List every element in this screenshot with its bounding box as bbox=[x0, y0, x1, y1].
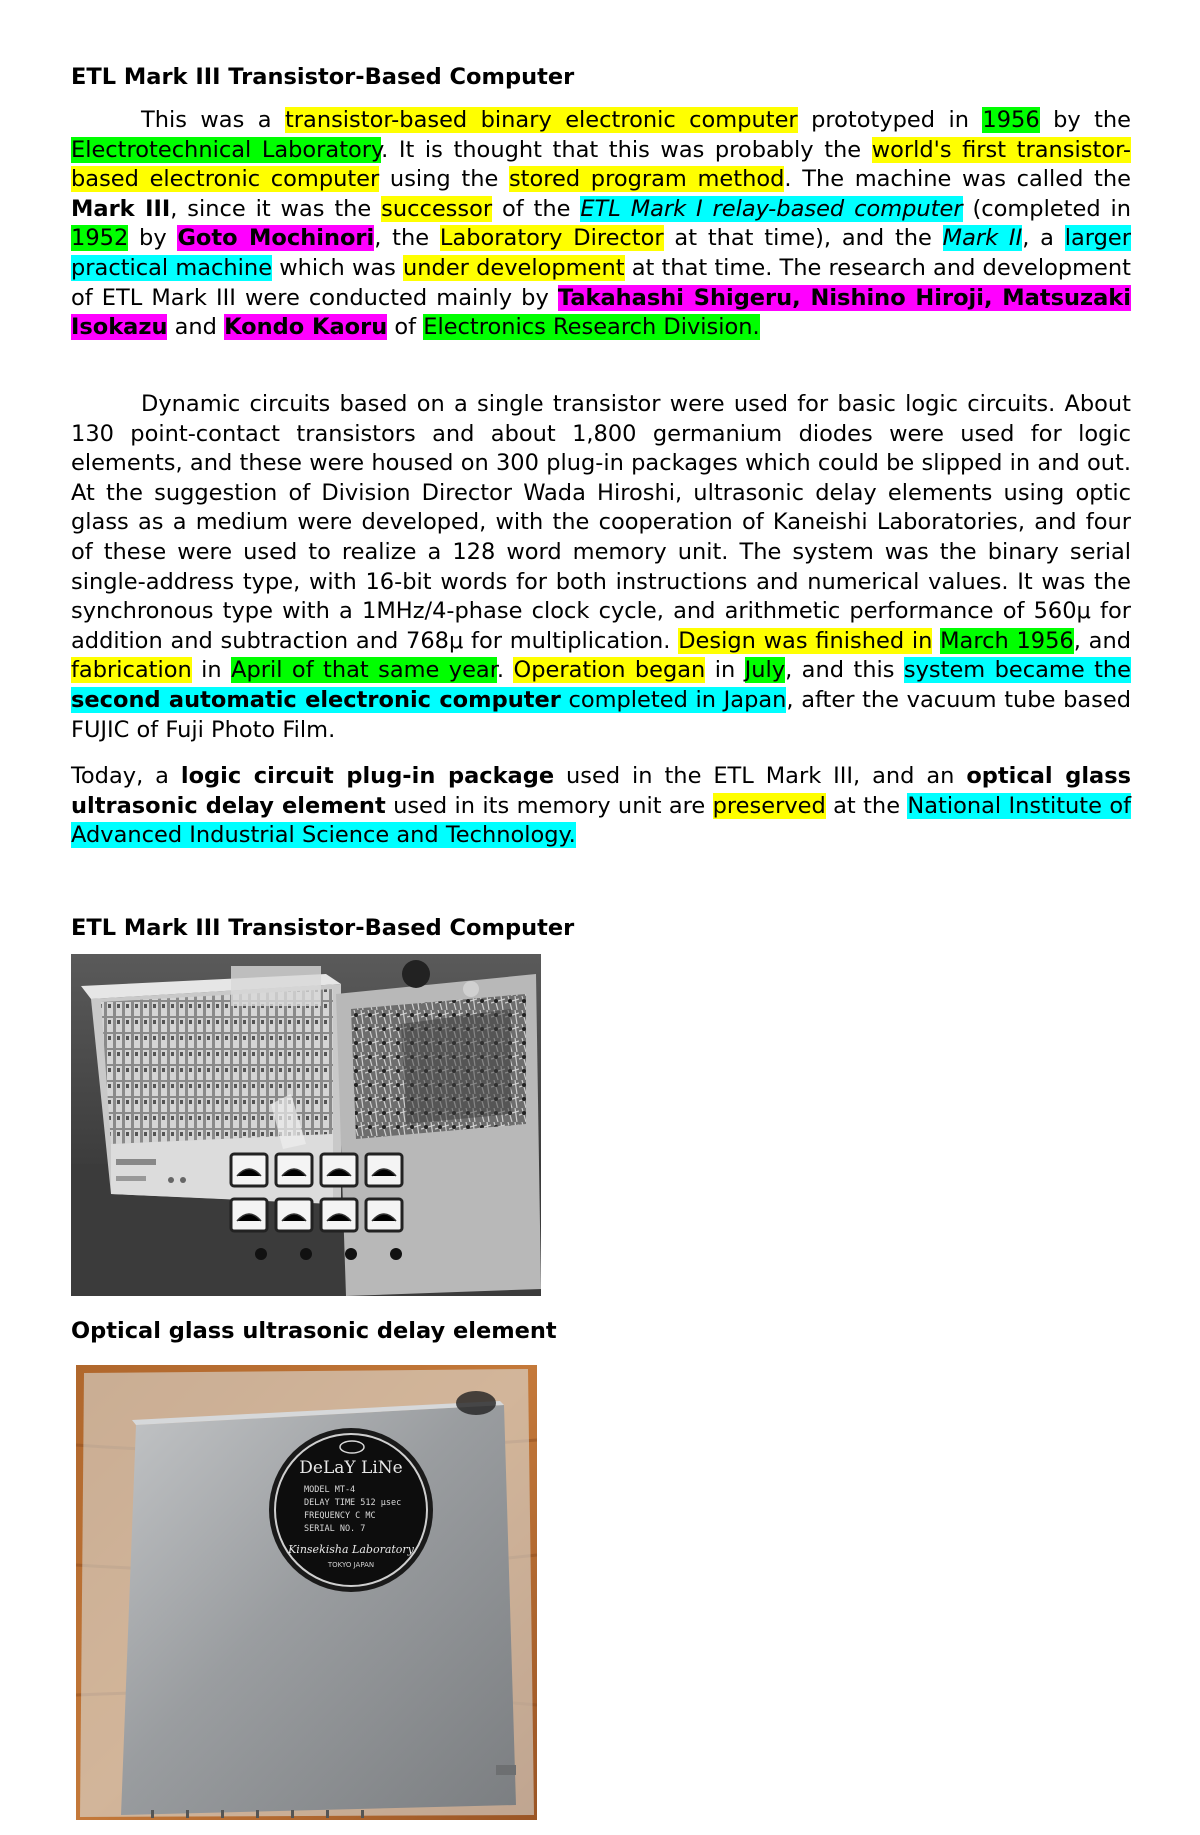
label-maker: Kinsekisha Laboratory bbox=[288, 1543, 414, 1556]
label-city: TOKYO JAPAN bbox=[327, 1561, 375, 1569]
highlighted-text: National Institute of Advanced Industrial Science and Technology. bbox=[71, 792, 1132, 849]
highlighted-text: stored program method bbox=[508, 166, 785, 193]
highlighted-text: Electrotechnical Laboratory bbox=[71, 136, 382, 163]
highlighted-text: 1956 bbox=[982, 107, 1040, 133]
label-model: MODEL MT-4 bbox=[304, 1485, 356, 1495]
text-run: Dynamic circuits based on a single transistor were used for basic logic circuits. About 130 point-contact transistors and about 1,800 germanium diodes were used for logic elements, and these were housed on 300 plug-in packages which could be slipped in and out. At the suggestion of Division Director Wada Hiroshi, ultrasonic delay elements using optic glass as a medium were developed, with the cooperation of Kaneishi Laboratories, and four of these were used to realize a 128 word memory unit. The system was the binary serial single-address type, with 16-bit words for both instructions and numerical values. It was the synchronous type with a 1MHz/4-phase clock cycle, and arithmetic performance of 560μ for addition and subtraction and 768μ for multiplication. bbox=[71, 391, 1131, 654]
text-run: Mark III bbox=[71, 195, 171, 222]
text-run: used in the ETL Mark III, and an bbox=[554, 763, 967, 789]
text-run: logic circuit plug-in package bbox=[180, 763, 555, 789]
text-run: Today, a bbox=[71, 763, 181, 789]
text-run: at the bbox=[825, 792, 908, 819]
text-run: prototyped in bbox=[797, 107, 983, 133]
highlighted-text: Kondo Kaoru bbox=[224, 314, 388, 341]
text-run bbox=[932, 628, 940, 654]
paragraph-preservation bbox=[71, 762, 1131, 851]
highlighted-text: successor bbox=[381, 195, 493, 222]
label-serial: SERIAL NO. 7 bbox=[304, 1524, 366, 1534]
paragraph-technical-details bbox=[71, 390, 1131, 745]
text-run: , a bbox=[1022, 225, 1065, 252]
label-frequency: FREQUENCY C MC bbox=[304, 1511, 376, 1521]
text-run: of the bbox=[492, 195, 581, 222]
text-run: , and bbox=[1073, 627, 1131, 654]
highlighted-text: preserved bbox=[712, 792, 826, 819]
text-run: , since it was the bbox=[170, 195, 382, 222]
highlighted-text: ETL Mark I relay-based computer bbox=[580, 195, 963, 222]
highlighted-text: fabrication bbox=[71, 657, 192, 684]
heading-etl-mark-iii: ETL Mark III Transistor-Based Computer bbox=[71, 64, 575, 90]
text-run: . The machine was called the bbox=[784, 166, 1131, 193]
text-run: . bbox=[496, 657, 514, 684]
delay-element-photo bbox=[76, 1365, 537, 1820]
highlighted-text: Takahashi Shigeru, Nishino Hiroji, Matsuzaki Isokazu bbox=[71, 284, 1131, 341]
highlighted-text: transistor-based binary electronic computer bbox=[284, 107, 798, 133]
highlighted-text: system became the bbox=[903, 657, 1131, 684]
text-run: using the bbox=[379, 166, 509, 193]
label-brand: DeLaY LiNe bbox=[299, 1458, 403, 1478]
highlighted-text: Operation began bbox=[513, 657, 706, 684]
highlighted-text: Mark II bbox=[942, 225, 1023, 252]
text-run: and bbox=[167, 314, 225, 341]
highlighted-text: larger practical machine bbox=[71, 225, 1132, 281]
highlighted-text: completed in Japan bbox=[560, 686, 787, 713]
paragraph-introduction bbox=[71, 106, 1131, 343]
label-delay-time: DELAY TIME 512 μsec bbox=[304, 1498, 402, 1508]
text-run: by bbox=[128, 225, 178, 252]
highlighted-text: second automatic electronic computer bbox=[71, 686, 561, 713]
highlighted-text: under development bbox=[403, 254, 625, 281]
text-run: which was bbox=[272, 254, 404, 281]
text-run: , the bbox=[374, 225, 440, 252]
text-run: in bbox=[191, 657, 232, 684]
highlighted-text: July bbox=[744, 657, 786, 684]
text-run: This was a bbox=[141, 107, 285, 133]
highlighted-text: 1952 bbox=[71, 225, 129, 252]
text-run: , and this bbox=[785, 657, 904, 684]
text-run: optical glass ultrasonic delay element bbox=[71, 763, 1131, 819]
highlighted-text: Electronics Research Division. bbox=[423, 314, 760, 341]
highlighted-text: world's first transistor-based electronic computer bbox=[71, 136, 1132, 193]
highlighted-text: March 1956 bbox=[940, 627, 1074, 654]
text-run: of bbox=[387, 314, 424, 341]
highlighted-text: Goto Mochinori bbox=[177, 225, 375, 252]
text-run: (completed in bbox=[962, 195, 1131, 222]
highlighted-text: Laboratory Director bbox=[439, 225, 664, 252]
text-run: at that time. The research and development of ETL Mark III were conducted mainly by bbox=[71, 254, 1131, 311]
etl-mark-iii-photo bbox=[71, 954, 541, 1296]
highlighted-text: April of that same year bbox=[231, 657, 497, 684]
text-run: . It is thought that this was probably the bbox=[381, 136, 872, 163]
highlighted-text: Design was finished in bbox=[678, 627, 933, 654]
text-run: by the bbox=[1039, 107, 1132, 133]
text-run: used in its memory unit are bbox=[385, 792, 713, 819]
text-run: in bbox=[705, 657, 745, 684]
text-run: , after the vacuum tube based FUJIC of Fuji Photo Film. bbox=[71, 686, 1131, 743]
heading-computer-photo: ETL Mark III Transistor-Based Computer bbox=[71, 915, 575, 941]
heading-delay-element-photo: Optical glass ultrasonic delay element bbox=[71, 1318, 557, 1344]
text-run: at that time), and the bbox=[663, 225, 943, 252]
